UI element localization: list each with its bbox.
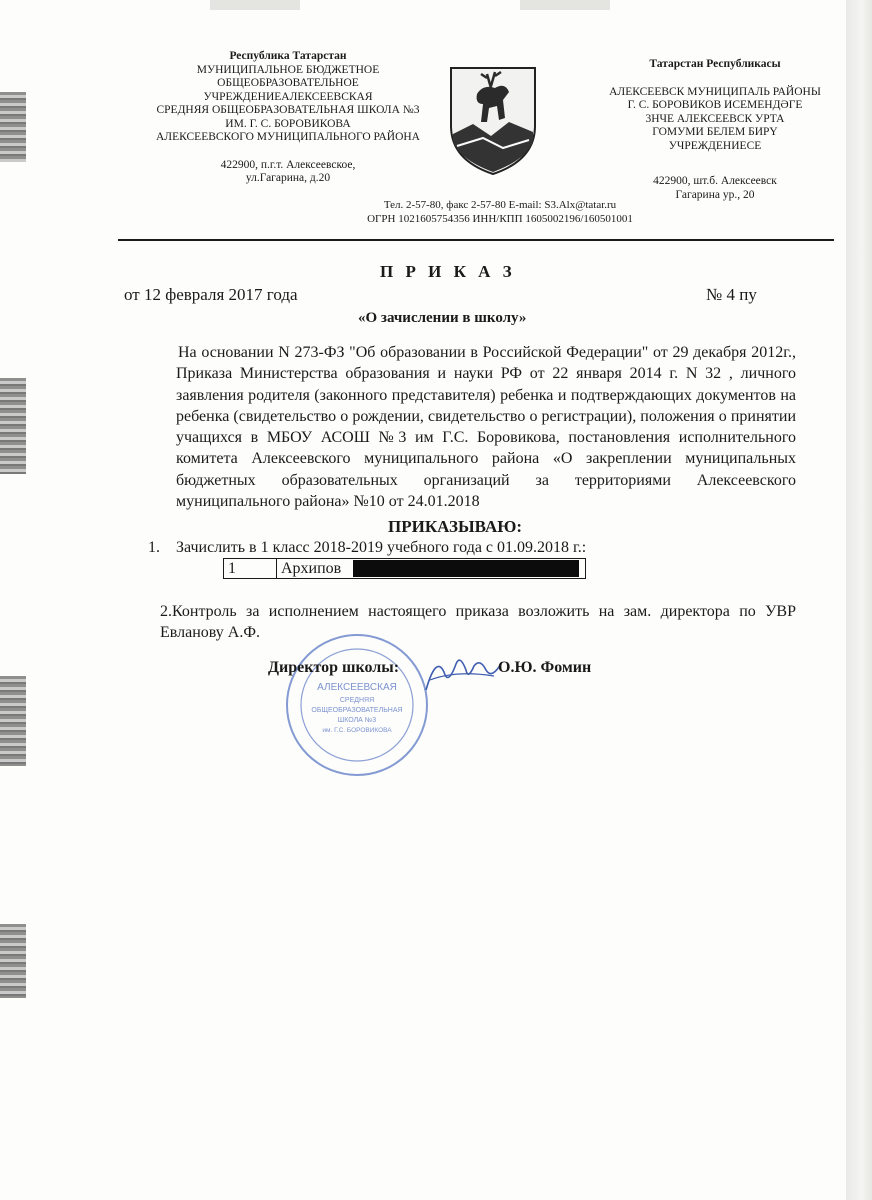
- letterhead-left-line: СРЕДНЯЯ ОБЩЕОБРАЗОВАТЕЛЬНАЯ ШКОЛА №3: [156, 104, 420, 116]
- signer-title: Директор школы:: [268, 659, 400, 676]
- document-title: П Р И К А З: [380, 262, 516, 281]
- letterhead-right: [580, 58, 850, 202]
- order-item-1: [148, 539, 586, 557]
- order-item-2: 2.Контроль за исполнением настоящего приказа возложить на зам. директора по УВР Евланову А.Ф.: [160, 603, 796, 641]
- table-row: [224, 559, 586, 579]
- address-line: 422900, шт.б. Алексеевск: [653, 175, 777, 187]
- official-stamp: [282, 630, 432, 780]
- stamp-line: ШКОЛА №3: [337, 717, 377, 724]
- letterhead-left: [138, 50, 438, 186]
- scan-smudge: [0, 924, 26, 998]
- letterhead-right-line: 3НЧЕ АЛЕКСЕЕВСК УРТА: [645, 112, 785, 125]
- document-date: от 12 февраля 2017 года: [124, 285, 298, 304]
- preamble-paragraph: На основании N 273-ФЗ "Об образовании в Российской Федерации" от 29 декабря 2012г., Приказа Министерства образования и науки РФ от 22 января 2014 г. N 32 , личного заявления родителя (законного представителя) ребенка и подтверждающих документов на ребенка (свидетельство о рождении, свидетельство о регистрации), положения о принятии учащихся в МБОУ АСОШ №3 им Г.С. Боровикова, постановления исполнительного комитета Алексеевского муниципального района «О закреплении муниципальных бюджетных образовательных организаций за территориями Алексеевского муниципального района» №10 от 24.01.2018: [176, 344, 796, 511]
- document-subject: «О зачислении в школу»: [358, 310, 527, 326]
- address-line: 422900, п.г.т. Алексеевское,: [220, 158, 356, 171]
- contact-line: ОГРН 1021605754356 ИНН/КПП 1605002196/160501001: [367, 213, 633, 225]
- scan-smudge: [0, 92, 26, 162]
- students-table: [223, 558, 586, 579]
- scan-smudge: [0, 676, 26, 766]
- order-heading: ПРИКАЗЫВАЮ:: [388, 517, 523, 536]
- letterhead-left-line: ОБЩЕОБРАЗОВАТЕЛЬНОЕ: [217, 77, 359, 89]
- letterhead-right-line: Г. С. БОРОВИКОВ ИСЕМЕНДӘГЕ: [627, 99, 803, 111]
- address-line: Гагарина ур., 20: [675, 188, 755, 201]
- letterhead-right-line: УЧРЕЖДЕНИЕСЕ: [668, 139, 762, 152]
- scan-smudge: [210, 0, 300, 10]
- item-text: Зачислить в 1 класс 2018-2019 учебного года с 01.09.2018 г.:: [176, 539, 587, 556]
- coat-of-arms-icon: [443, 64, 543, 176]
- letterhead-left-address: [138, 159, 438, 186]
- stamp-line: им. Г.С. БОРОВИКОВА: [322, 727, 392, 734]
- letterhead-right-line: ГОМУМИ БЕЛЕМ БИРҮ: [652, 126, 778, 138]
- scan-smudge: [520, 0, 610, 10]
- stamp-line: ОБЩЕОБРАЗОВАТЕЛЬНАЯ: [311, 707, 403, 714]
- spacer: [580, 72, 850, 86]
- signer-name: О.Ю. Фомин: [498, 659, 592, 676]
- letterhead-left-title: Республика Татарстан: [229, 50, 347, 62]
- stamp-line: АЛЕКСЕЕВСКАЯ: [317, 682, 397, 693]
- contact-line: Тел. 2-57-80, факс 2-57-80 E-mail: S3.Alx@tatar.ru: [383, 199, 617, 211]
- letterhead-right-title: Татарстан Республикасы: [649, 58, 781, 70]
- document-number: № 4 пу: [706, 285, 757, 304]
- letterhead-right-line: АЛЕКСЕЕВСК МУНИЦИПАЛЬ РАЙОНЫ: [609, 85, 821, 98]
- scan-smudge: [0, 378, 26, 474]
- signature: [416, 650, 506, 698]
- letterhead-left-line: ИМ. Г. С. БОРОВИКОВА: [225, 117, 351, 130]
- student-name: Архипов: [281, 559, 342, 577]
- letterhead-left-line: АЛЕКСЕЕВСКОГО МУНИЦИПАЛЬНОГО РАЙОНА: [155, 131, 420, 143]
- stamp-line: СРЕДНЯЯ: [339, 697, 375, 704]
- letterhead-left-line: УЧРЕЖДЕНИЕАЛЕКСЕЕВСКАЯ: [203, 90, 373, 103]
- letterhead-left-line: МУНИЦИПАЛЬНОЕ БЮДЖЕТНОЕ: [196, 63, 380, 76]
- header-divider: [118, 239, 834, 241]
- student-name-cell: [277, 559, 586, 579]
- student-number: 1: [224, 559, 277, 579]
- redaction-bar: [353, 560, 579, 577]
- address-line: ул.Гагарина, д.20: [245, 172, 331, 184]
- item-number: 1.: [148, 539, 160, 556]
- contact-info: [340, 198, 660, 226]
